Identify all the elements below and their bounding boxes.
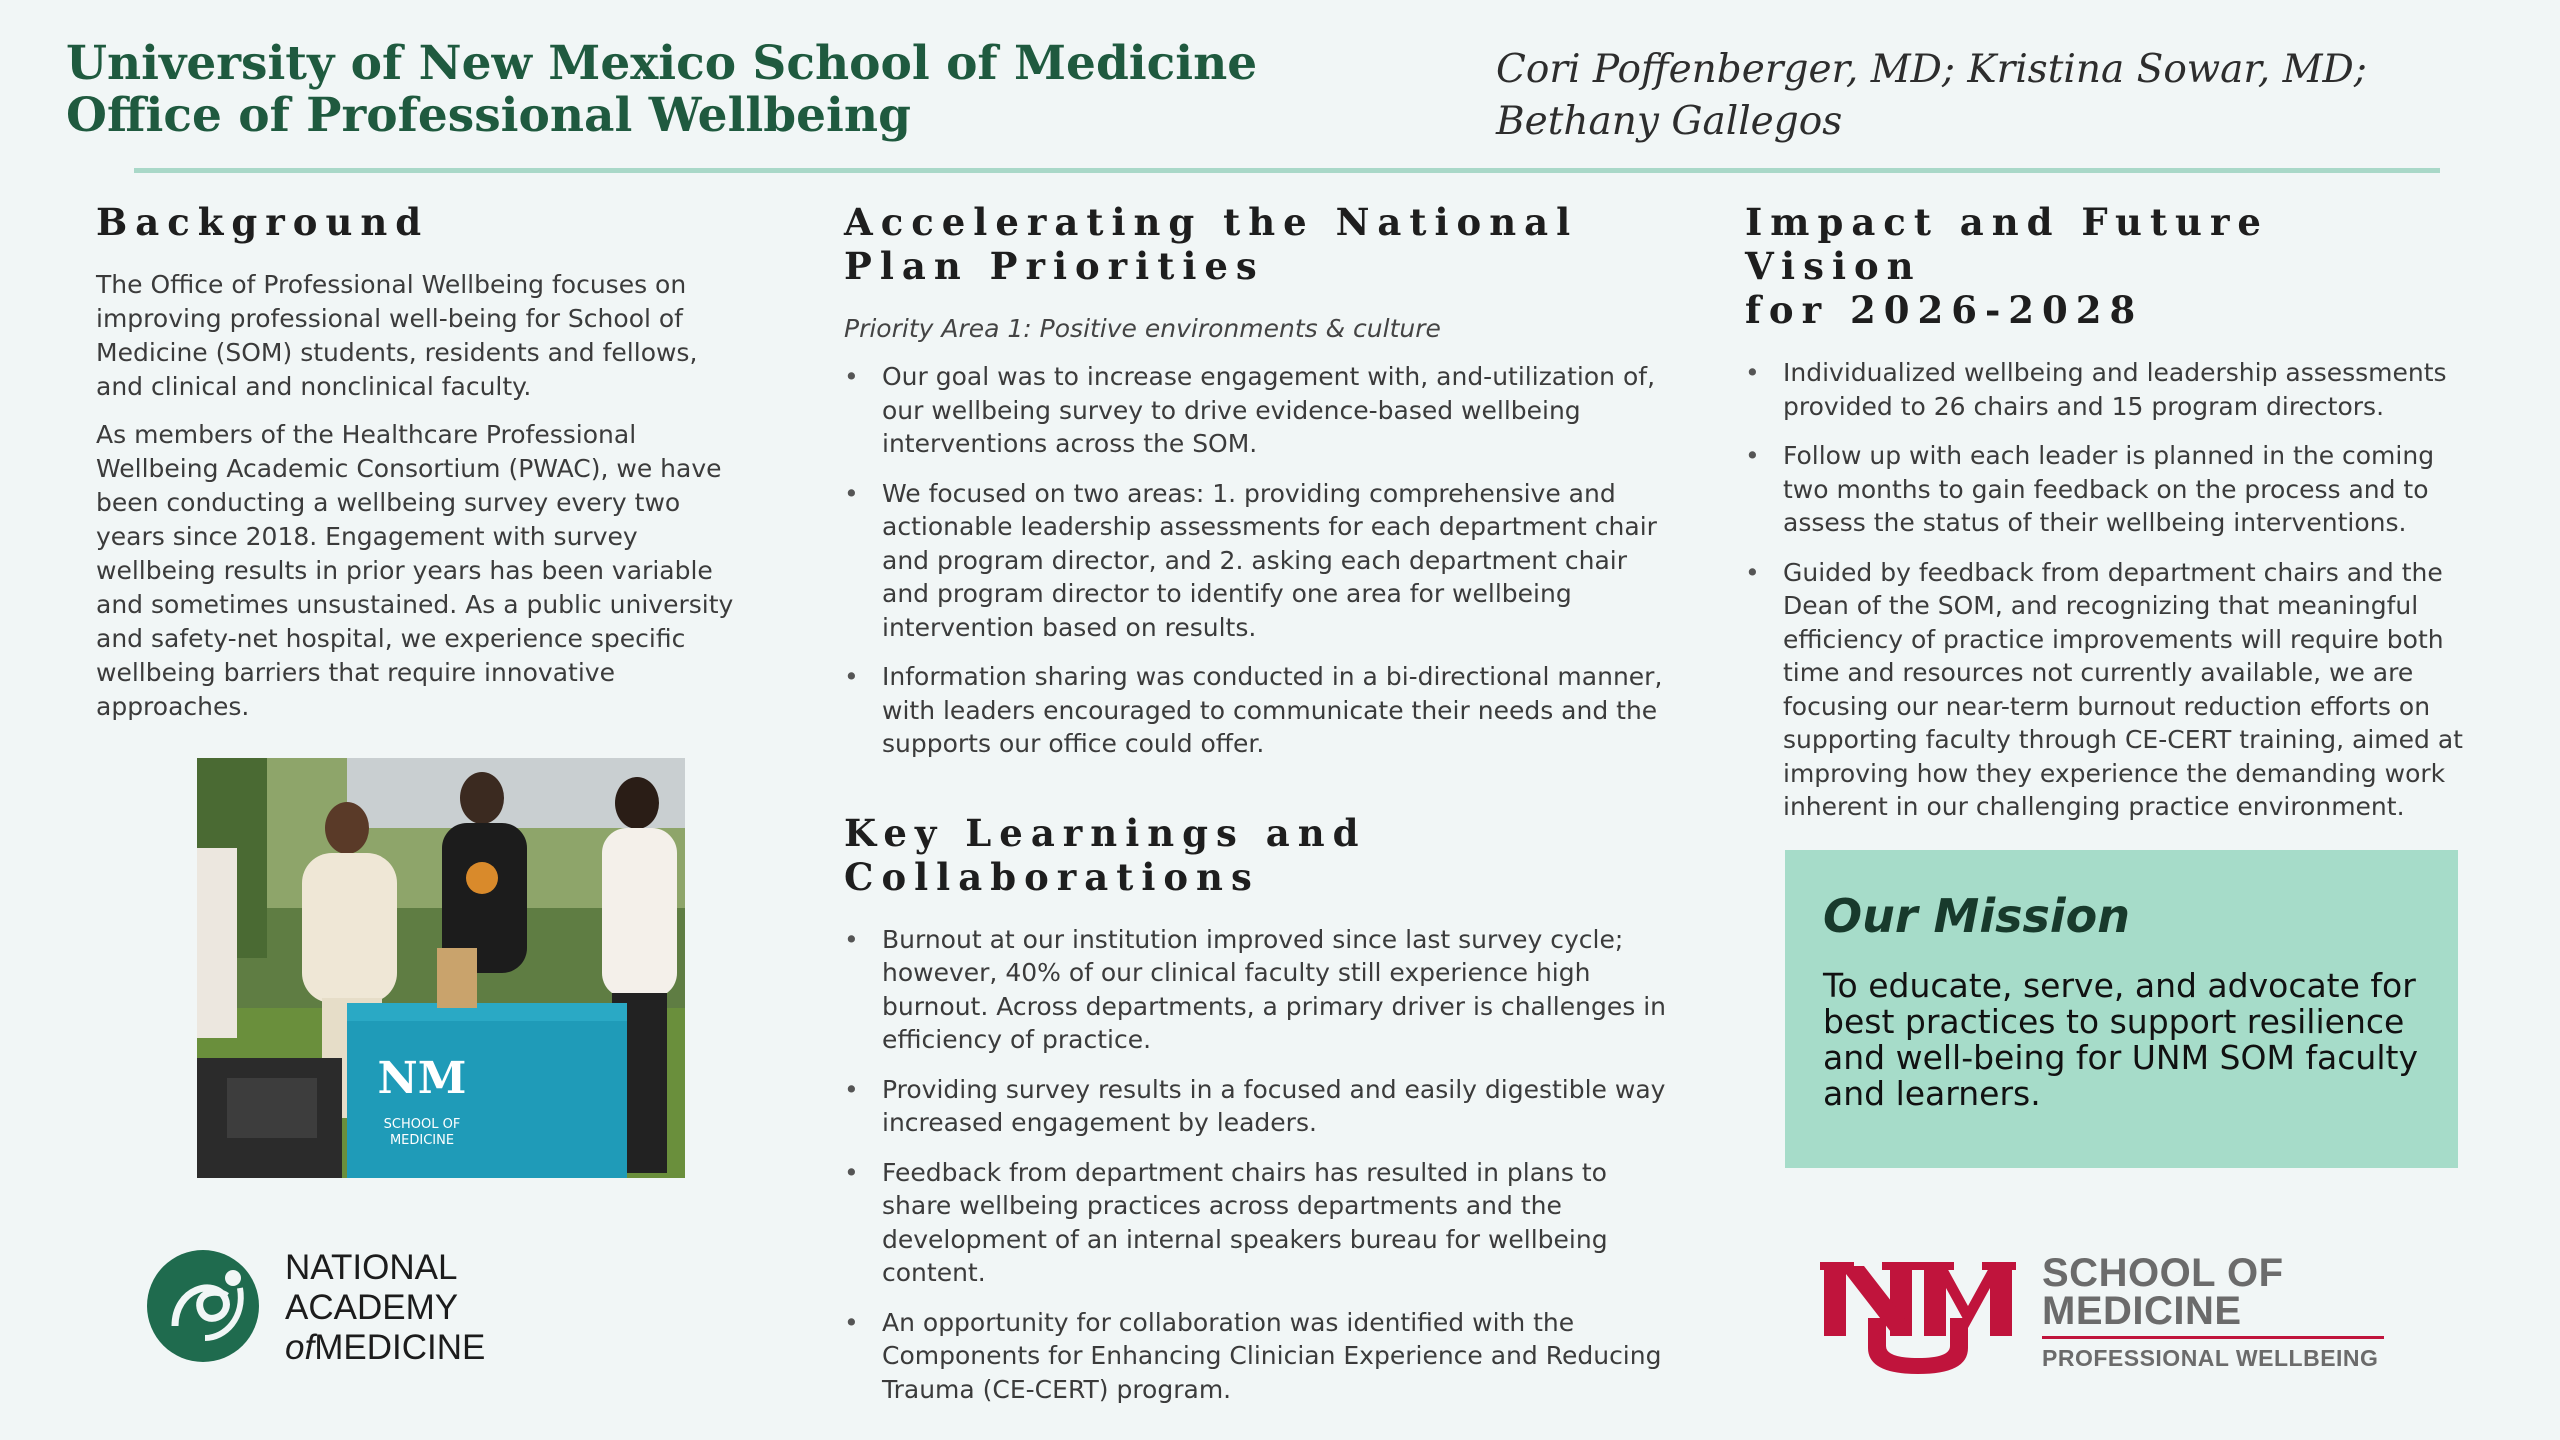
list-item: • Our goal was to increase engagement with, and-utilization of, our wellbeing survey to drive evidence-based wellbeing interventions across the SOM. <box>844 360 1674 461</box>
authors-line-1: Cori Poffenberger, MD; Kristina Sowar, MD; <box>1496 47 2367 92</box>
impact-heading-line2: for 2026-2028 <box>1745 288 2144 332</box>
nam-emblem-icon <box>145 1248 265 1368</box>
accelerating-heading-line1: Accelerating the National <box>844 200 1579 244</box>
list-item: • Burnout at our institution improved since last survey cycle; however, 40% of our clinical faculty still experience high burnout. Across departments, a primary driver is challenges in efficiency of practice. <box>844 923 1674 1057</box>
list-item: • An opportunity for collaboration was identified with the Components for Enhancing Clinician Experience and Reducing Trauma (CE-CERT) program. <box>844 1306 1674 1407</box>
table-logo-mark: NM <box>377 1053 467 1104</box>
unm-mark-icon <box>1820 1248 2020 1378</box>
impact-heading <box>1745 200 2465 332</box>
table-sign-line2: MEDICINE <box>389 1133 455 1148</box>
list-item: • Providing survey results in a focused and easily digestible way increased engagement by leaders. <box>844 1073 1674 1140</box>
title-line-1: University of New Mexico School of Medicine <box>66 36 1258 91</box>
nam-medicine: MEDICINE <box>314 1328 486 1367</box>
nam-line-3 <box>285 1328 485 1368</box>
impact-list <box>1745 356 2465 824</box>
mission-box <box>1785 850 2458 1168</box>
unm-professional-wellbeing: PROFESSIONAL WELLBEING <box>2042 1345 2379 1371</box>
event-photo <box>197 758 685 1178</box>
list-item: • We focused on two areas: 1. providing comprehensive and actionable leadership assessments for each department chair and program director, and 2. asking each department chair and program director to identify one area for wellbeing intervention based on results. <box>844 477 1674 645</box>
table-sign-line1: SCHOOL OF <box>383 1117 461 1132</box>
accelerating-heading-line2: Plan Priorities <box>844 244 1265 288</box>
impact-heading-line1: Impact and Future Vision <box>1745 200 2269 288</box>
list-item: • Follow up with each leader is planned in the coming two months to gain feedback on the process and to assess the status of their wellbeing interventions. <box>1745 439 2465 540</box>
list-item: • Individualized wellbeing and leadership assessments provided to 26 chairs and 15 program directors. <box>1745 356 2465 423</box>
nam-line-2: ACADEMY <box>285 1288 459 1327</box>
impact-section <box>1745 200 2465 840</box>
mission-body: To educate, serve, and advocate for best practices to support resilience and well-being for UNM SOM faculty and learners. <box>1823 966 2418 1113</box>
mission-title: Our Mission <box>1823 889 2130 943</box>
background-heading: Background <box>96 200 430 244</box>
authors-line-2: Bethany Gallegos <box>1496 99 1843 144</box>
nam-wordmark <box>285 1248 485 1368</box>
priority-area: Priority Area 1: Positive environments & culture <box>844 314 1441 343</box>
accelerating-heading <box>844 200 1674 288</box>
unm-logo <box>1820 1248 2380 1378</box>
header-divider <box>134 168 2440 173</box>
learnings-heading-line1: Key Learnings and <box>844 810 1367 855</box>
accelerating-section <box>844 200 1674 1422</box>
accelerating-list <box>844 360 1674 761</box>
unm-medicine: MEDICINE <box>2042 1289 2242 1333</box>
nam-logo <box>145 1248 485 1368</box>
learnings-heading-line2: Collaborations <box>844 854 1260 899</box>
nam-line-1: NATIONAL <box>285 1248 458 1287</box>
unm-wordmark <box>2042 1251 2384 1371</box>
nam-of: of <box>285 1328 315 1367</box>
learnings-list <box>844 923 1674 1407</box>
list-item: • Feedback from department chairs has resulted in plans to share wellbeing practices across departments and the development of an internal speakers bureau for wellbeing content. <box>844 1156 1674 1290</box>
authors <box>1496 44 2456 148</box>
list-item: • Guided by feedback from department chairs and the Dean of the SOM, and recognizing that meaningful efficiency of practice improvements will require both time and resources not currently available, we are focusing our near-term burnout reduction efforts on supporting faculty through CE-CERT training, aimed at improving how they experience the demanding work inherent in our challenging practice environment. <box>1745 556 2465 824</box>
title-line-2: Office of Professional Wellbeing <box>66 88 911 143</box>
learnings-heading <box>844 811 1674 899</box>
unm-divider <box>2042 1336 2384 1339</box>
poster-title <box>66 38 1257 142</box>
list-item: • Information sharing was conducted in a bi-directional manner, with leaders encouraged to communicate their needs and the supports our office could offer. <box>844 660 1674 761</box>
background-section <box>96 200 746 738</box>
background-paragraph: As members of the Healthcare Professional Wellbeing Academic Consortium (PWAC), we have been conducting a wellbeing survey every two years since 2018. Engagement with survey wellbeing results in prior years has been variable and sometimes unsustained. As a public university and safety-net hospital, we experience specific wellbeing barriers that require innovative approaches. <box>96 420 734 721</box>
background-paragraph: The Office of Professional Wellbeing focuses on improving professional well-being for School of Medicine (SOM) students, residents and fellows, and clinical and nonclinical faculty. <box>96 270 698 401</box>
unm-school-of: SCHOOL OF <box>2042 1251 2284 1295</box>
